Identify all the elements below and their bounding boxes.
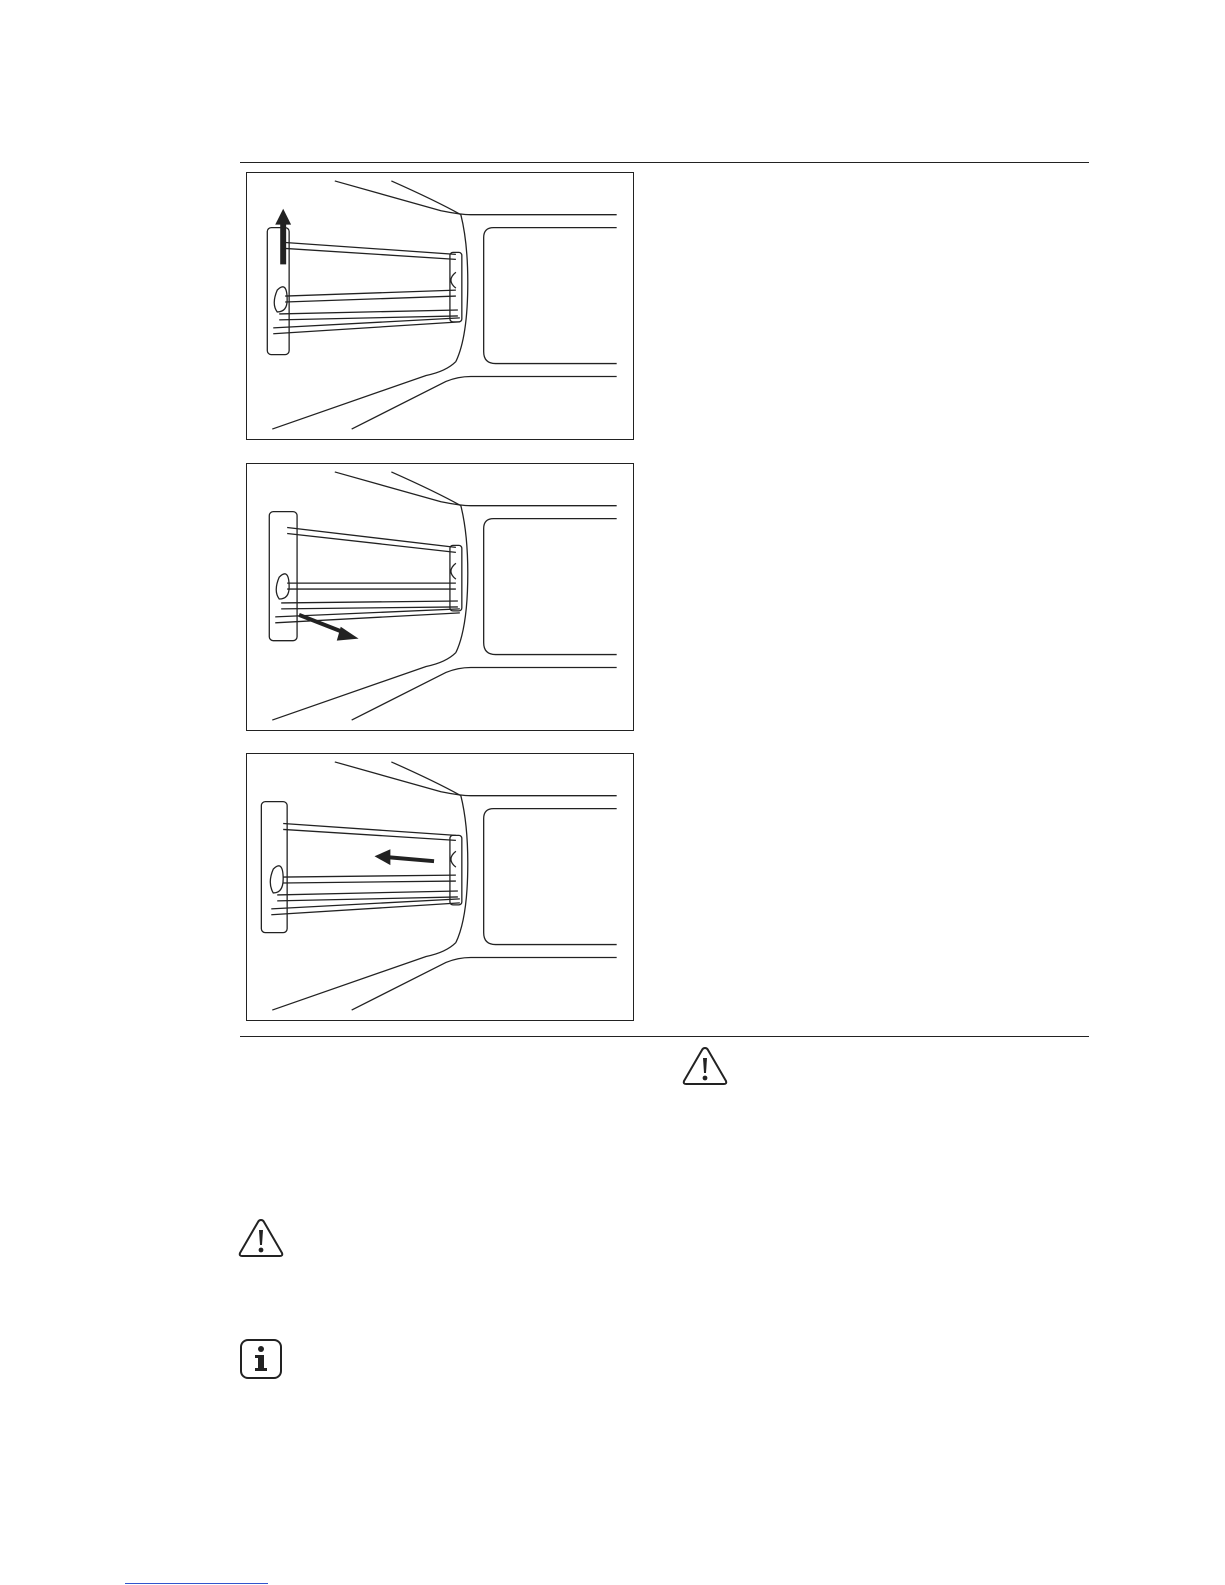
figure-step-3 (246, 753, 634, 1021)
figure-step-2 (246, 463, 634, 731)
bottom-divider (240, 1036, 1089, 1037)
info-icon (239, 1338, 283, 1380)
warning-triangle-icon (681, 1045, 729, 1087)
oven-shelf-support-diagram (247, 464, 633, 730)
warning-triangle-icon (237, 1217, 285, 1259)
top-divider (240, 162, 1089, 163)
figure-step-1 (246, 172, 634, 440)
oven-shelf-support-diagram (247, 754, 633, 1020)
footer-link-underline[interactable] (125, 1583, 268, 1584)
arrow-left-icon (374, 849, 434, 865)
oven-shelf-support-diagram (247, 173, 633, 439)
